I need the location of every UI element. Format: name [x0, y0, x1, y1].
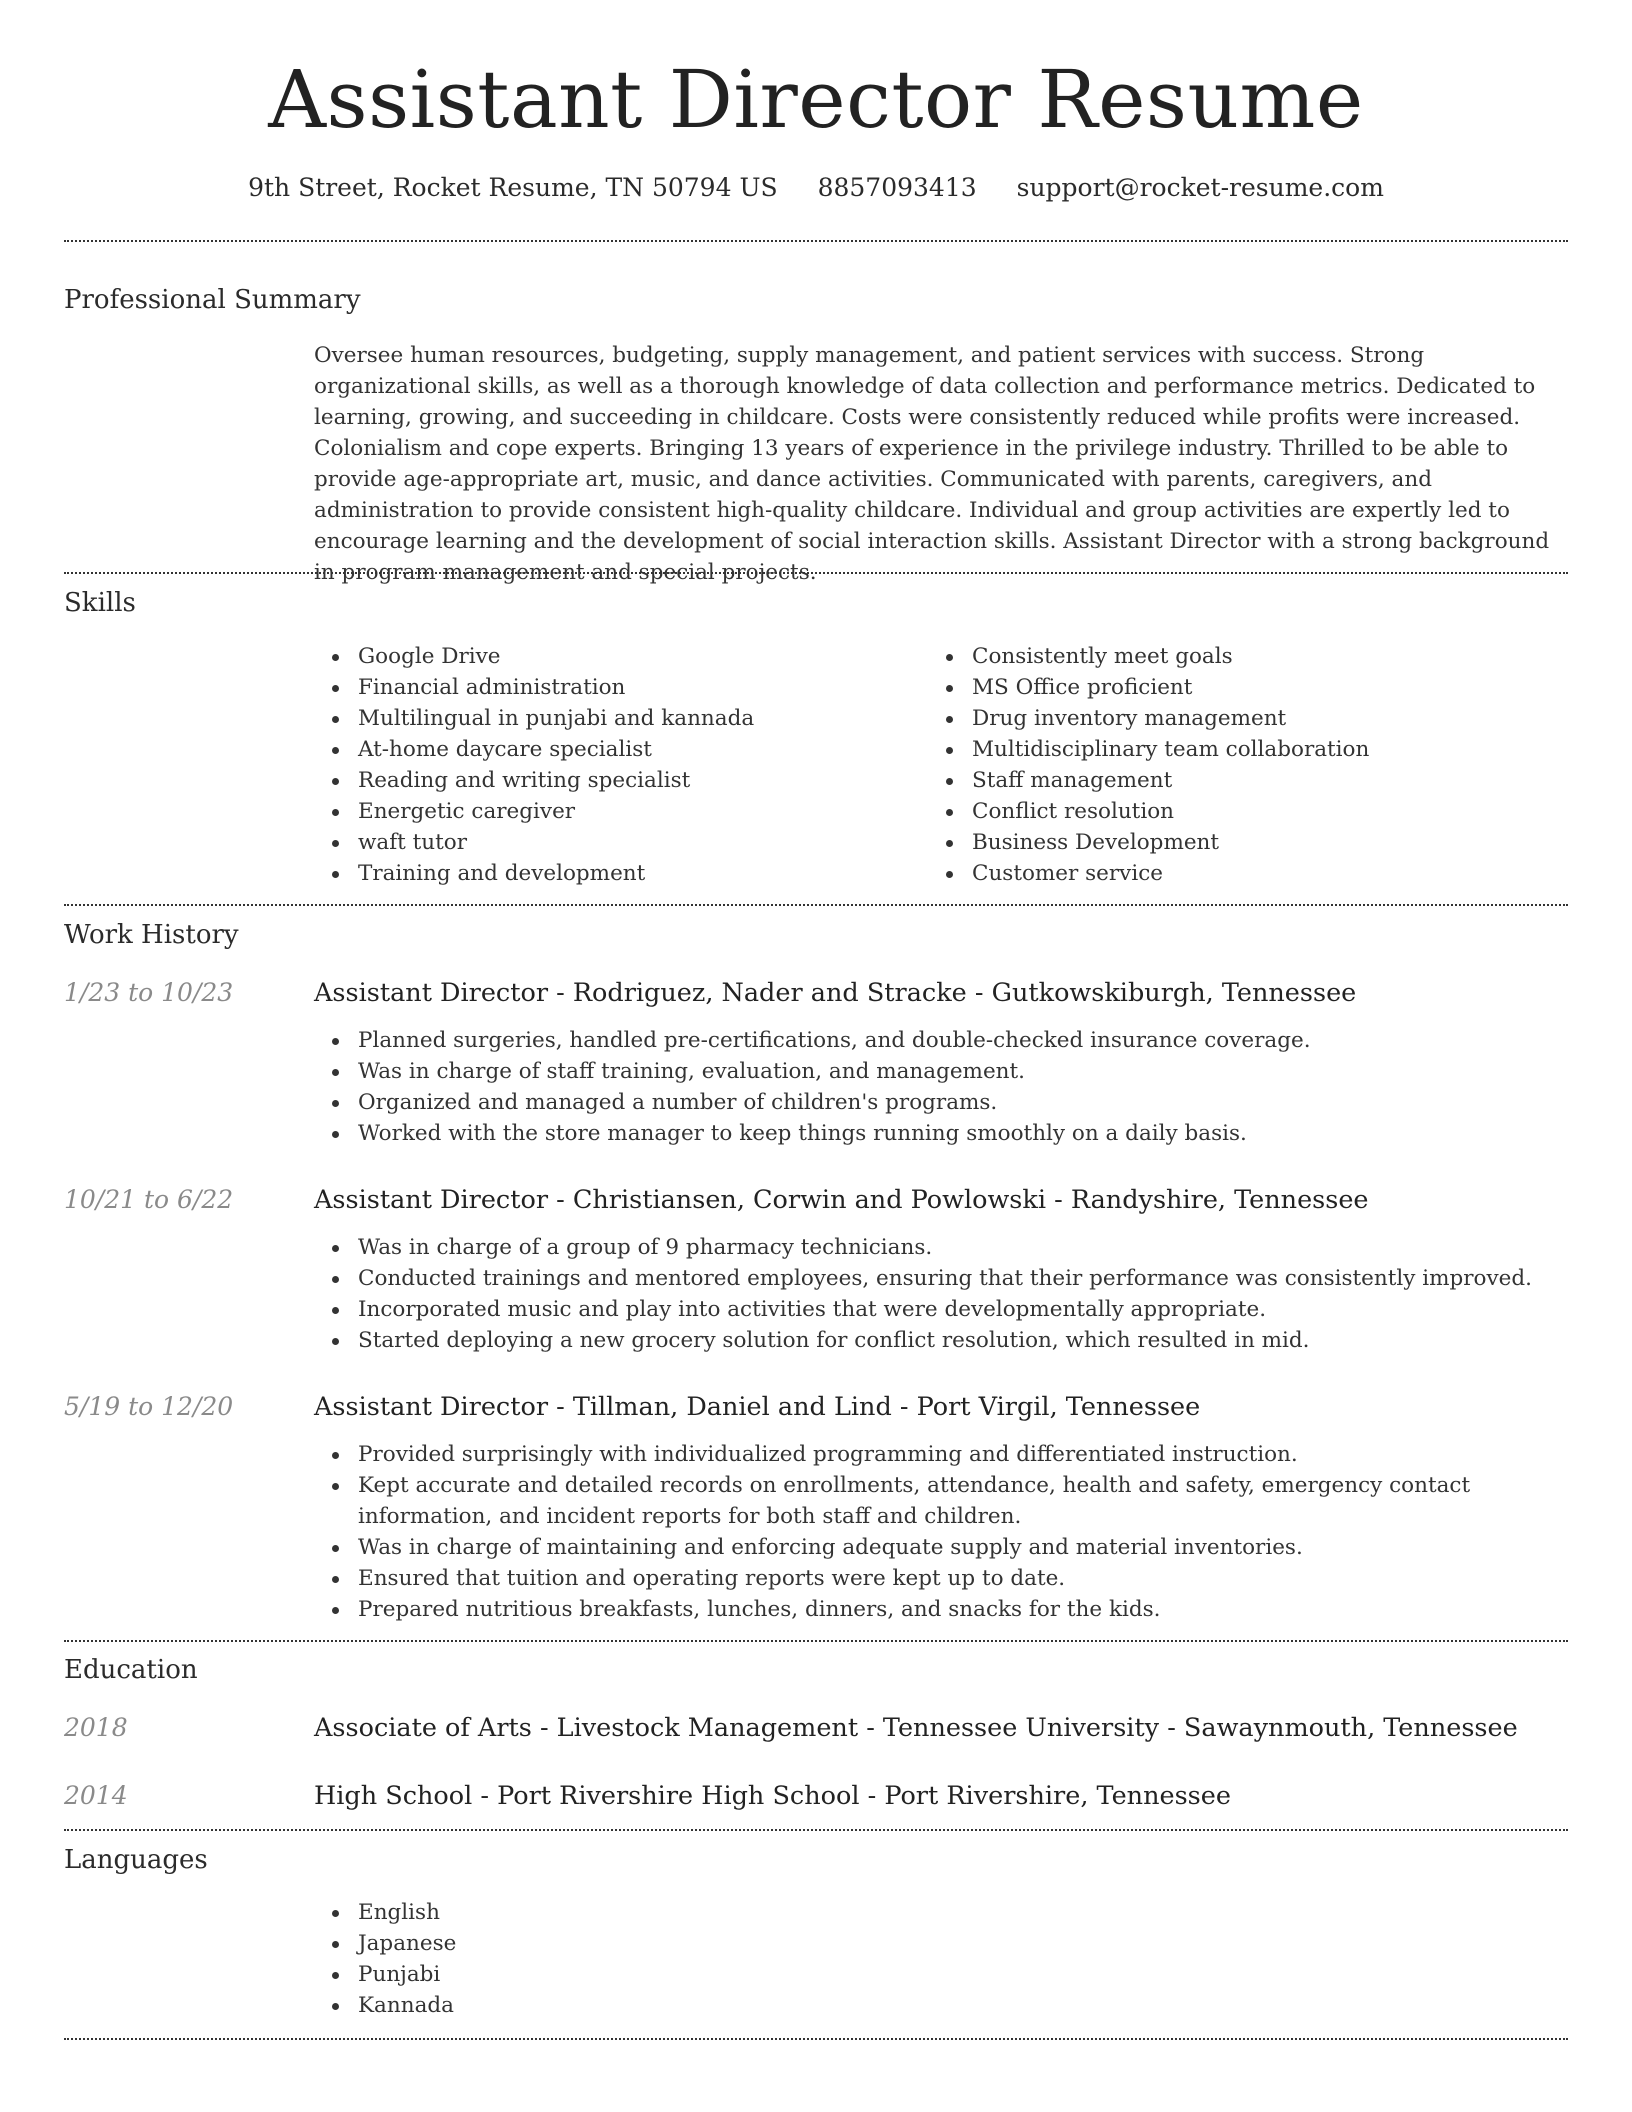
section-divider — [64, 572, 1568, 574]
job-bullet: Ensured that tuition and operating reports were kept up to date. — [314, 1563, 1568, 1594]
job-dates: 1/23 to 10/23 — [64, 978, 234, 1007]
job-bullet: Incorporated music and play into activities that were developmentally appropriate. — [314, 1294, 1568, 1325]
job-title: Assistant Director - Christiansen, Corwin and Powlowski - Randyshire, Tennessee — [314, 1185, 1369, 1215]
job-dates: 10/21 to 6/22 — [64, 1185, 234, 1214]
education-title: High School - Port Rivershire High School - Port Rivershire, Tennessee — [314, 1781, 1231, 1811]
section-divider — [64, 2038, 1568, 2040]
education-year: 2014 — [64, 1781, 128, 1810]
job-bullet: Planned surgeries, handled pre-certifications, and double-checked insurance coverage. — [314, 1025, 1568, 1056]
section-divider — [64, 904, 1568, 906]
skill-item: Financial administration — [314, 672, 914, 703]
skills-column-left — [314, 641, 914, 889]
skill-item: Business Development — [928, 827, 1528, 858]
section-divider — [64, 1829, 1568, 1831]
job-bullet: Was in charge of a group of 9 pharmacy technicians. — [314, 1232, 1568, 1263]
job-bullets — [314, 1025, 1568, 1149]
summary-heading: Professional Summary — [64, 285, 361, 315]
section-divider — [64, 240, 1568, 242]
skill-item: Drug inventory management — [928, 703, 1528, 734]
skill-item: Customer service — [928, 858, 1528, 889]
job-bullet: Was in charge of staff training, evaluation, and management. — [314, 1056, 1568, 1087]
contact-line — [64, 170, 1568, 206]
contact-address: 9th Street, Rocket Resume, TN 50794 US — [248, 173, 778, 202]
education-title: Associate of Arts - Livestock Management - Tennessee University - Sawaynmouth, Tennessee — [314, 1713, 1518, 1743]
job-dates: 5/19 to 12/20 — [64, 1392, 234, 1421]
skill-item: Multidisciplinary team collaboration — [928, 734, 1528, 765]
job-bullet: Prepared nutritious breakfasts, lunches, dinners, and snacks for the kids. — [314, 1594, 1568, 1625]
contact-email: support@rocket-resume.com — [1016, 173, 1384, 202]
skill-item: Energetic caregiver — [314, 796, 914, 827]
contact-phone: 8857093413 — [817, 173, 977, 202]
summary-text: Oversee human resources, budgeting, supply management, and patient services with success. Strong organizational skills, as well as a thorough knowledge of data collection and performance metrics. Dedicated to learning, growing, and succeeding in childcare. Costs were consistently reduced while profits were increased. Colonialism and cope experts. Bringing 13 years of experience in the privilege industry. Thrilled to be able to provide age-appropriate art, music, and dance activities. Communicated with parents, caregivers, and administration to provide consistent high-quality childcare. Individual and group activities are expertly led to encourage learning and the development of social interaction skills. Assistant Director with a strong background in program management and special projects. — [314, 343, 1550, 585]
skill-item: Training and development — [314, 858, 914, 889]
work-heading: Work History — [64, 920, 239, 950]
skill-item: waft tutor — [314, 827, 914, 858]
job-bullet: Started deploying a new grocery solution for conflict resolution, which resulted in mid. — [314, 1325, 1568, 1356]
job-bullets — [314, 1232, 1568, 1356]
resume-title: Assistant Director Resume — [268, 53, 1364, 146]
education-heading: Education — [64, 1655, 198, 1685]
skill-item: MS Office proficient — [928, 672, 1528, 703]
job-bullet: Provided surprisingly with individualized programming and differentiated instruction. — [314, 1439, 1568, 1470]
language-item: Kannada — [314, 1990, 914, 2021]
job-bullet: Conducted trainings and mentored employees, ensuring that their performance was consistently improved. — [314, 1263, 1568, 1294]
skill-item: Reading and writing specialist — [314, 765, 914, 796]
job-bullets — [314, 1439, 1568, 1625]
job-bullet: Worked with the store manager to keep things running smoothly on a daily basis. — [314, 1118, 1568, 1149]
job-bullet: Kept accurate and detailed records on enrollments, attendance, health and safety, emergency contact information, and incident reports for both staff and children. — [314, 1470, 1568, 1532]
skill-item: Consistently meet goals — [928, 641, 1528, 672]
skills-list-right — [928, 641, 1528, 889]
skill-item: At-home daycare specialist — [314, 734, 914, 765]
section-divider — [64, 1640, 1568, 1642]
skills-heading: Skills — [64, 588, 136, 618]
skill-item: Multilingual in punjabi and kannada — [314, 703, 914, 734]
skill-item: Google Drive — [314, 641, 914, 672]
job-title: Assistant Director - Tillman, Daniel and Lind - Port Virgil, Tennessee — [314, 1392, 1201, 1422]
job-bullet: Was in charge of maintaining and enforcing adequate supply and material inventories. — [314, 1532, 1568, 1563]
language-item: English — [314, 1897, 914, 1928]
skills-list-left — [314, 641, 914, 889]
job-title: Assistant Director - Rodriguez, Nader and Stracke - Gutkowskiburgh, Tennessee — [314, 978, 1357, 1008]
languages-block — [314, 1897, 914, 2021]
skills-column-right — [928, 641, 1528, 889]
language-item: Punjabi — [314, 1959, 914, 1990]
skill-item: Staff management — [928, 765, 1528, 796]
job-bullet: Organized and managed a number of children's programs. — [314, 1087, 1568, 1118]
education-year: 2018 — [64, 1713, 128, 1742]
language-item: Japanese — [314, 1928, 914, 1959]
languages-heading: Languages — [64, 1845, 208, 1875]
languages-list — [314, 1897, 914, 2021]
skill-item: Conflict resolution — [928, 796, 1528, 827]
